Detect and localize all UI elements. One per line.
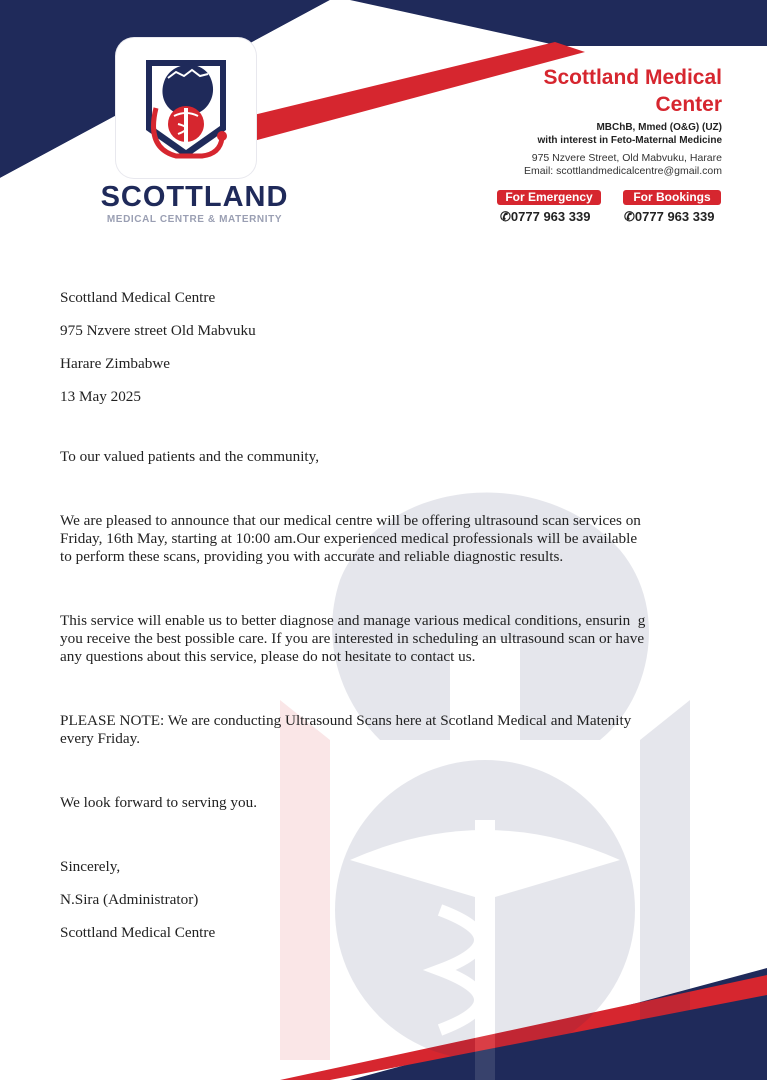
letter-date: 13 May 2025 bbox=[60, 388, 141, 405]
note-line2: every Friday. bbox=[60, 730, 140, 747]
contact-numbers bbox=[497, 190, 727, 230]
bookings-label: For Bookings bbox=[623, 190, 721, 205]
sender-street: 975 Nzvere street Old Mabvuku bbox=[60, 322, 256, 339]
emergency-label: For Emergency bbox=[497, 190, 601, 205]
signoff: Sincerely, bbox=[60, 858, 121, 875]
phone-icon: ✆ bbox=[500, 209, 511, 224]
salutation: To our valued patients and the community, bbox=[60, 448, 320, 465]
logo-badge bbox=[116, 38, 256, 178]
letter-body bbox=[60, 289, 710, 942]
clinic-address: 975 Nzvere Street, Old Mabvuku, Harare bbox=[531, 152, 722, 164]
para1-line1: We are pleased to announce that our medical centre will be offering ultrasound scan services on bbox=[60, 512, 641, 529]
sender-name: Scottland Medical Centre bbox=[60, 289, 216, 306]
bookings-phone: ✆0777 963 339 bbox=[624, 209, 715, 224]
para2-line1: This service will enable us to better diagnose and manage various medical conditions, ensurin g bbox=[60, 612, 646, 629]
credentials: MBChB, Mmed (O&G) (UZ) bbox=[596, 122, 722, 133]
clinic-name-line2: Center bbox=[655, 93, 722, 116]
para1-line2: Friday, 16th May, starting at 10:00 am.Our experienced medical professionals will be available bbox=[60, 530, 638, 547]
closing-line: We look forward to serving you. bbox=[60, 794, 258, 811]
clinic-logo bbox=[92, 38, 297, 228]
sender-city: Harare Zimbabwe bbox=[60, 355, 171, 372]
specialty-interest: with interest in Feto-Maternal Medicine bbox=[537, 135, 722, 146]
logo-subtitle: MEDICAL CENTRE & MATERNITY bbox=[106, 214, 283, 225]
note-line1: PLEASE NOTE: We are conducting Ultrasound Scans here at Scotland Medical and Matenity bbox=[60, 712, 632, 729]
lion-stethoscope-caduceus-icon bbox=[116, 38, 256, 178]
phone-icon: ✆ bbox=[624, 209, 635, 224]
emergency-phone: ✆0777 963 339 bbox=[500, 209, 591, 224]
para1-line3: to perform these scans, providing you with accurate and reliable diagnostic results. bbox=[60, 548, 564, 565]
signer-name: N.Sira (Administrator) bbox=[60, 891, 199, 908]
logo-wordmark: SCOTTLAND bbox=[100, 181, 289, 213]
signer-organization: Scottland Medical Centre bbox=[60, 924, 216, 941]
para2-line2: you receive the best possible care. If you are interested in scheduling an ultrasound scan or have bbox=[60, 630, 645, 647]
para2-line3: any questions about this service, please do not hesitate to contact us. bbox=[60, 648, 476, 665]
clinic-email: Email: scottlandmedicalcentre@gmail.com bbox=[524, 165, 722, 177]
clinic-header bbox=[402, 64, 722, 178]
clinic-name-line1: Scottland Medical bbox=[543, 66, 722, 89]
